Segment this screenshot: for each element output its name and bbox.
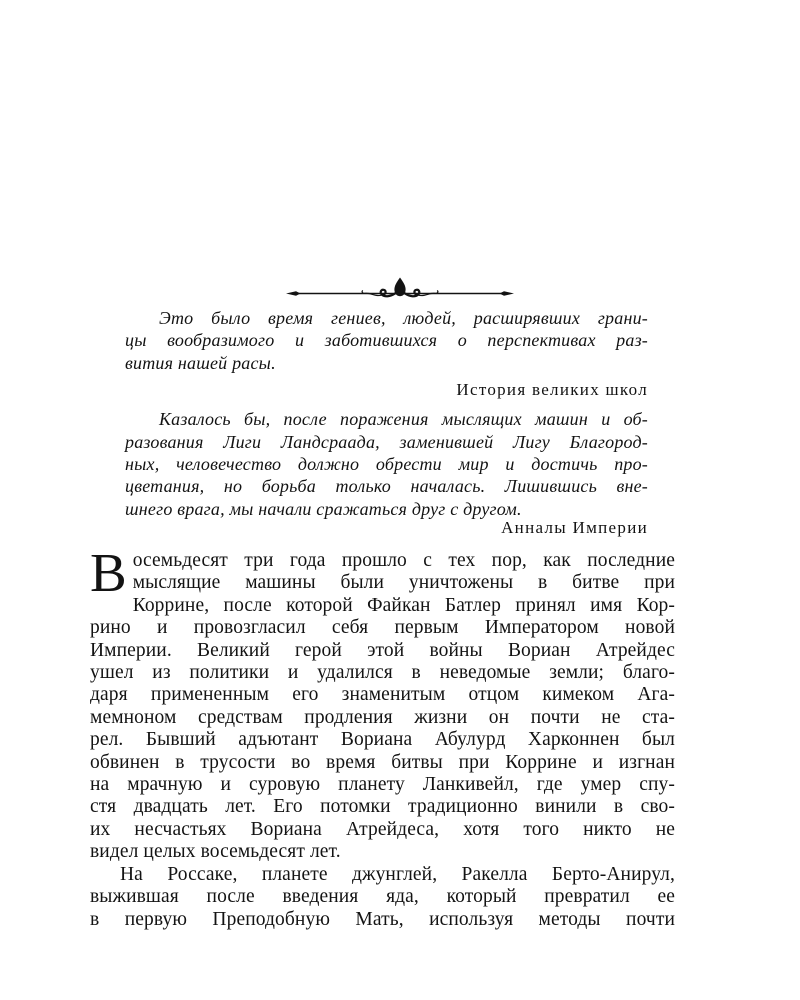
body-text-line: в первую Преподобную Мать, используя методы почти: [90, 908, 675, 930]
epigraph-history-of-schools: [125, 307, 648, 374]
paragraph-1: [90, 542, 675, 864]
epigraph-text-line: разования Лиги Ландсраада, заменившей Лигу Благород-: [125, 431, 648, 452]
epigraph-text-line: Это было время гениев, людей, расширявших грани-: [159, 308, 648, 328]
body-text-line: На Россаке, планете джунглей, Ракелла Берто-Анирул,: [120, 863, 675, 885]
epigraph-text-line: шнего врага, мы начали сражаться друг с другом.: [125, 498, 522, 519]
body-text-line: даря примененным его знаменитым отцом кимеком Ага-: [90, 684, 675, 706]
paragraph-lines: [90, 542, 675, 864]
epigraph-text-line: ных, человечество должно обрести мир и достичь про-: [125, 454, 648, 475]
drop-cap: В: [90, 542, 127, 603]
paragraph-lines: [90, 864, 675, 931]
body-text-line: обвинен в трусости во время битвы при Коррине и изгнан: [90, 751, 675, 773]
body-text-line: видел целых восемьдесят лет.: [90, 841, 341, 863]
body-text-line: Коррине, после которой Файкан Батлер принял имя Кор-: [132, 594, 675, 616]
body-text-line: стя двадцать лет. Его потомки традиционно винили в сво-: [90, 796, 675, 818]
epigraph-lines: [125, 307, 648, 374]
body-text-line: мыслящие машины были уничтожены в битве при: [132, 572, 675, 594]
epigraph-attribution: Анналы Империи: [501, 518, 648, 538]
paragraph-2: [90, 864, 675, 931]
body-text-line: мемноном средствам продления жизни он почти не ста-: [90, 706, 675, 728]
epigraph-text-line: цы вообразимого и заботившихся о перспективах раз-: [125, 330, 648, 351]
body-text-line: Империи. Великий герой этой войны Вориан Атрейдес: [90, 639, 675, 661]
epigraph-annals-of-empire: [125, 408, 648, 520]
body-text-line: рино и провозгласил себя первым Императором новой: [90, 617, 675, 639]
body-text-line: рел. Бывший адъютант Вориана Абулурд Харконнен был: [90, 729, 675, 751]
epigraph-text-line: Казалось бы, после поражения мыслящих машин и об-: [159, 409, 648, 430]
body-text-line: выжившая после введения яда, который превратил ее: [90, 886, 675, 908]
body-text-line: ушел из политики и удалился в неведомые земли; благо-: [90, 662, 675, 684]
epigraph-lines: [125, 408, 648, 520]
body-text-line: на мрачную и суровую планету Ланкивейл, где умер спу-: [90, 774, 675, 796]
body-text: [90, 542, 675, 931]
body-text-line: их несчастьях Вориана Атрейдеса, хотя того никто не: [90, 818, 675, 840]
epigraph-text-line: цветания, но борьба только началась. Лишившись вне-: [125, 476, 648, 497]
body-text-line: осемьдесят три года прошло с тех пор, как последние: [132, 550, 675, 571]
epigraph-section: [125, 307, 648, 539]
epigraph-text-line: вития нашей расы.: [125, 352, 276, 373]
fleuron-divider-icon: [286, 277, 514, 303]
epigraph-attribution: История великих школ: [456, 380, 648, 400]
